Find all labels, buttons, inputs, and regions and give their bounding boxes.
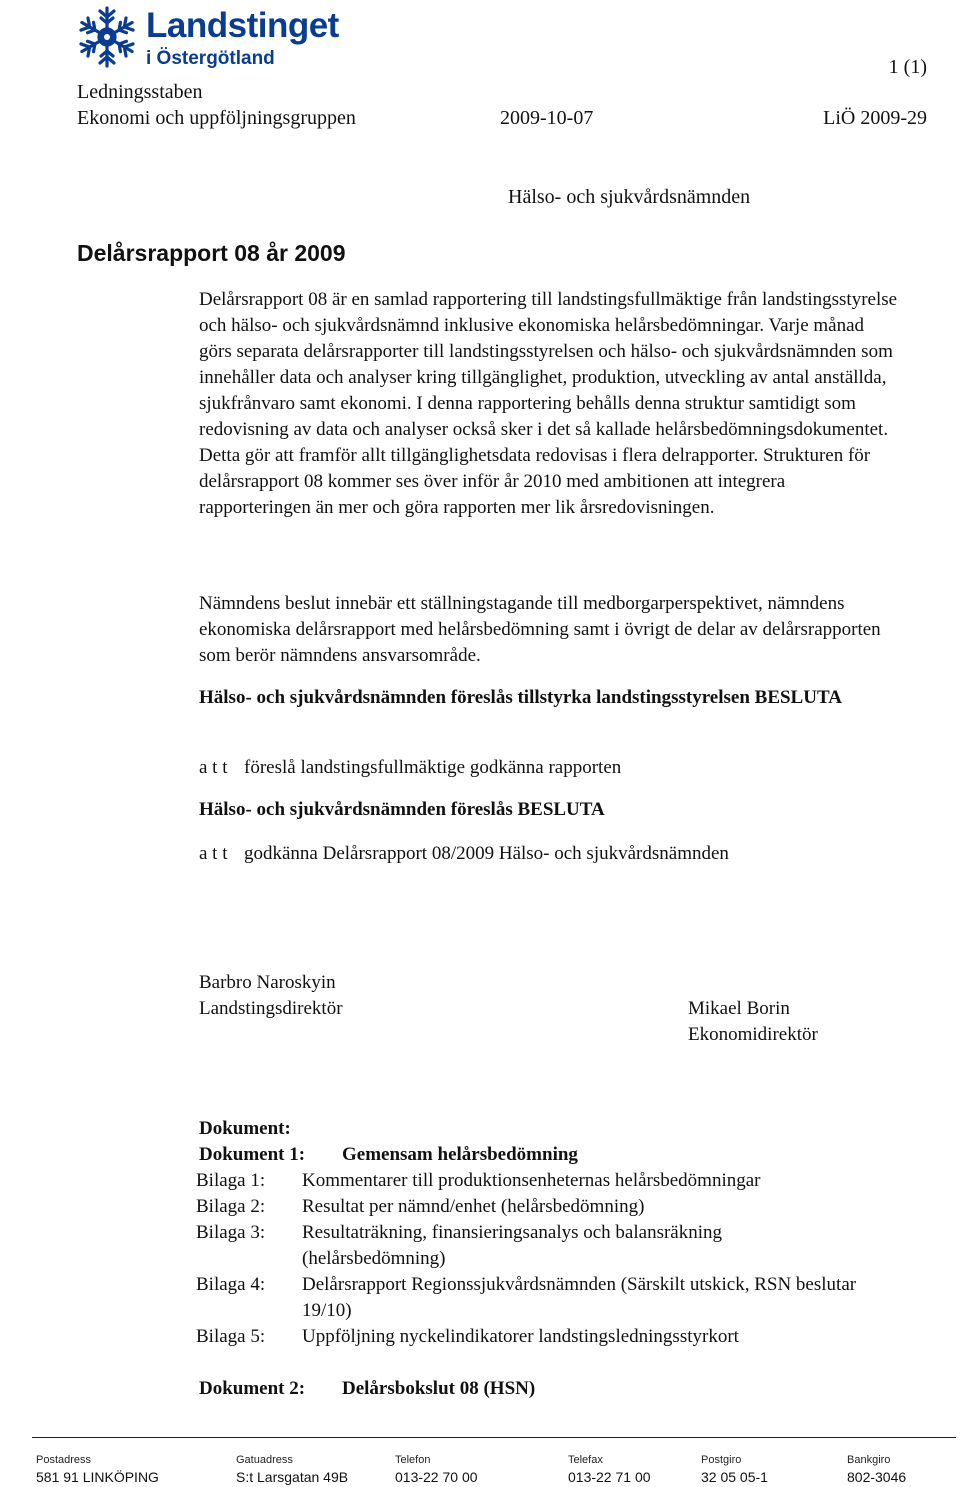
paragraph-2: Nämndens beslut innebär ett ställningstagande till medborgarperspektivet, nämndens ekonomiska delårsrapport med helårsbedömning samt i övrigt de delar av delårsrapporten som berör nämndens ansvarsområde.	[199, 593, 881, 666]
attachment-text: Delårsrapport Regionssjukvårdsnämnden (Särskilt utskick, RSN beslutar 19/10)	[302, 1274, 857, 1321]
footer-label: Bankgiro	[847, 1454, 891, 1466]
proposal-heading-1: Hälso- och sjukvårdsnämnden föreslås tillstyrka landstingsstyrelsen BESLUTA	[199, 687, 842, 708]
document-2-title: Delårsbokslut 08 (HSN)	[342, 1378, 536, 1399]
attachment-row	[196, 1194, 916, 1220]
attachment-row	[196, 1168, 916, 1194]
attachment-text: Resultat per nämnd/enhet (helårsbedömning)	[302, 1196, 645, 1217]
attachment-label: Bilaga 2:	[196, 1196, 266, 1217]
attachment-text: Uppföljning nyckelindikatorer landstingsledningsstyrkort	[302, 1326, 739, 1347]
footer-value: 581 91 LINKÖPING	[36, 1469, 159, 1485]
attachment-label: Bilaga 1:	[196, 1170, 266, 1191]
footer-postgiro	[701, 1453, 768, 1487]
attachment-label: Bilaga 5:	[196, 1326, 266, 1347]
att-label-1: a t t	[199, 757, 228, 778]
proposal-text-1: föreslå landstingsfullmäktige godkänna rapporten	[244, 757, 622, 778]
footer-value: S:t Larsgatan 49B	[236, 1469, 349, 1485]
page-number: 1 (1)	[888, 56, 927, 78]
footer-phone	[395, 1453, 478, 1487]
group: Ekonomi och uppföljningsgruppen	[77, 107, 356, 129]
footer-label: Postadress	[36, 1454, 92, 1466]
footer-label: Postgiro	[701, 1454, 742, 1466]
document-date: 2009-10-07	[500, 107, 594, 129]
attachment-label: Bilaga 4:	[196, 1274, 266, 1295]
footer-label: Telefon	[395, 1454, 431, 1466]
att-label-2: a t t	[199, 843, 228, 864]
proposal-text-2: godkänna Delårsrapport 08/2009 Hälso- och sjukvårdsnämnden	[244, 843, 729, 864]
attachment-text: Resultaträkning, finansieringsanalys och balansräkning (helårsbedömning)	[302, 1222, 723, 1269]
footer-fax	[568, 1453, 651, 1487]
footer-street-address	[236, 1453, 348, 1487]
footer-value: 802-3046	[847, 1469, 907, 1485]
document-1-label: Dokument 1:	[199, 1144, 306, 1165]
logo-region: i Östergötland	[146, 48, 275, 69]
footer-value: 013-22 71 00	[568, 1469, 651, 1485]
proposal-heading-2: Hälso- och sjukvårdsnämnden föreslås BESLUTA	[199, 799, 605, 820]
footer-value: 013-22 70 00	[395, 1469, 478, 1485]
recipient: Hälso- och sjukvårdsnämnden	[508, 186, 751, 208]
document-2-label: Dokument 2:	[199, 1378, 306, 1399]
footer-divider	[32, 1437, 956, 1438]
documents-heading: Dokument:	[199, 1118, 291, 1139]
logo-name: Landstinget	[146, 6, 339, 45]
paragraph-1: Delårsrapport 08 är en samlad rapportering till landstingsfullmäktige från landstingsstyrelse och hälso- och sjukvårdsnämnd inklusive ekonomiska helårsbedömningar. Varje månad görs separata delårsrapporter till landstingsstyrelsen och hälso- och sjukvårdsnämnden som innehåller data och analyser kring tillgänglighet, produktion, utveckling av antal anställda, sjukfrånvaro samt ekonomi. I denna rapportering behålls denna struktur samtidigt som redovisning av data och analyser också sker i det så kallade helårsbedömningsdokumentet. Detta gör att framför allt tillgänglighetsdata redovisas i flera delrapporter. Strukturen för delårsrapport 08 kommer ses över inför år 2010 med ambitionen att integrera rapporteringen än mer och göra rapporten mer lik årsredovisningen.	[199, 289, 898, 518]
footer-label: Gatuadress	[236, 1454, 293, 1466]
footer-value: 32 05 05-1	[701, 1469, 768, 1485]
document-1-title: Gemensam helårsbedömning	[342, 1144, 578, 1165]
signatory-title: Ekonomidirektör	[688, 1024, 818, 1045]
attachment-label: Bilaga 3:	[196, 1222, 266, 1243]
footer-postal-address	[36, 1453, 159, 1487]
footer-bankgiro	[847, 1453, 906, 1487]
signatory-title: Landstingsdirektör	[199, 998, 343, 1019]
signatory-name: Barbro Naroskyin	[199, 972, 336, 993]
attachment-row	[196, 1272, 916, 1324]
attachment-row	[196, 1220, 916, 1272]
landstinget-logo	[76, 4, 366, 76]
attachment-text: Kommentarer till produktionsenheternas helårsbedömningar	[302, 1170, 761, 1191]
department: Ledningsstaben	[77, 81, 203, 103]
signatory-name: Mikael Borin	[688, 998, 790, 1019]
attachment-row	[196, 1324, 916, 1350]
reference-number: LiÖ 2009-29	[823, 107, 927, 129]
snowflake-emblem-icon	[76, 4, 138, 70]
document-title: Delårsrapport 08 år 2009	[77, 240, 346, 266]
footer-label: Telefax	[568, 1454, 603, 1466]
